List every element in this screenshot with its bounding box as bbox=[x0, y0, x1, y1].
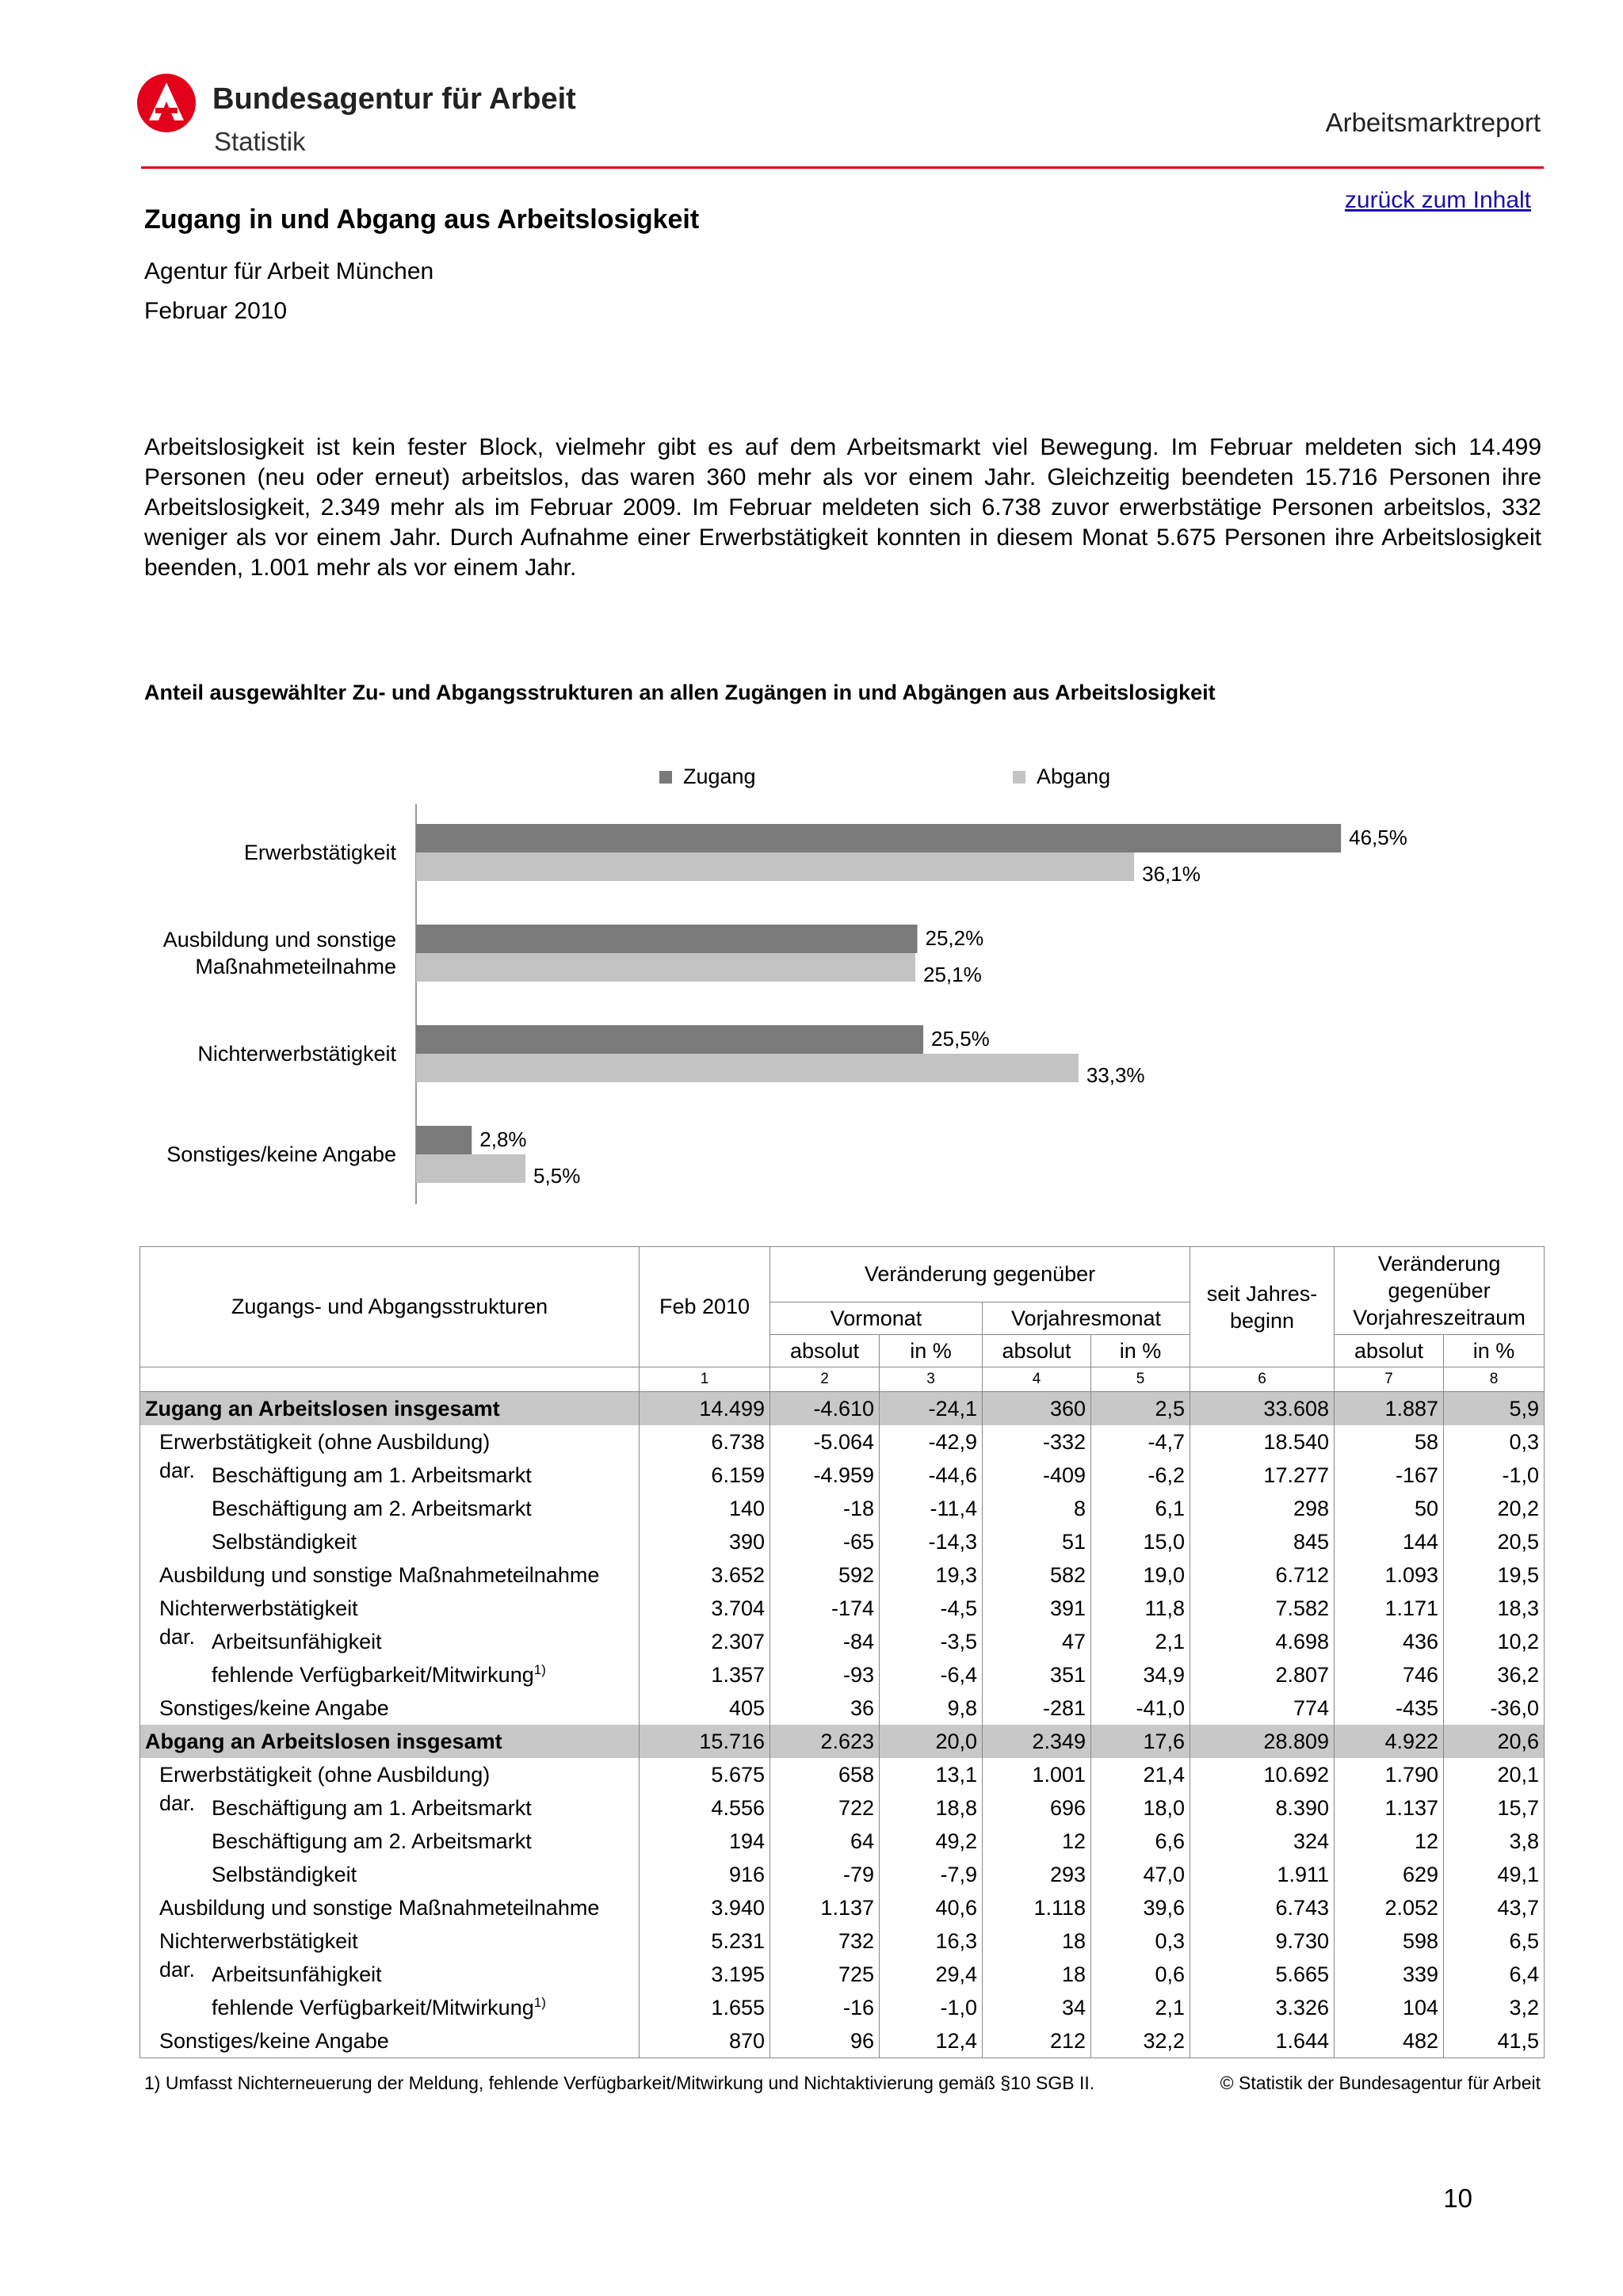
data-label: 33,3% bbox=[1086, 1063, 1145, 1087]
col-header-change: Veränderung gegenüber bbox=[770, 1247, 1190, 1302]
table-row bbox=[140, 1891, 1545, 1924]
table-cell: 1.001 bbox=[983, 1758, 1091, 1791]
bar-chart bbox=[119, 753, 1466, 1212]
table-cell: 774 bbox=[1190, 1691, 1335, 1725]
data-label: 5,5% bbox=[533, 1164, 581, 1188]
row-label-text: Ausbildung und sonstige Maßnahmeteilnahme bbox=[159, 1562, 600, 1587]
page-number: 10 bbox=[1443, 2183, 1472, 2213]
row-label-text: fehlende Verfügbarkeit/Mitwirkung bbox=[212, 1996, 534, 2019]
table-cell: -6,4 bbox=[880, 1658, 983, 1691]
col-number: 7 bbox=[1335, 1367, 1444, 1392]
table-cell: -36,0 bbox=[1444, 1691, 1545, 1725]
table-cell: 2.349 bbox=[983, 1725, 1091, 1758]
table-cell: 1.887 bbox=[1335, 1392, 1444, 1426]
row-label-text: Beschäftigung am 1. Arbeitsmarkt bbox=[212, 1795, 532, 1820]
table-cell: 6,4 bbox=[1444, 1958, 1545, 1991]
table-cell: 10.692 bbox=[1190, 1758, 1335, 1791]
sub-header-in-pct: in % bbox=[880, 1335, 983, 1367]
table-cell: 405 bbox=[640, 1691, 770, 1725]
table-cell: 722 bbox=[770, 1791, 880, 1825]
sub-header-in-pct: in % bbox=[1091, 1335, 1190, 1367]
table-row bbox=[140, 1525, 1545, 1558]
table-cell: 1.093 bbox=[1335, 1558, 1444, 1592]
row-label-text: Beschäftigung am 2. Arbeitsmarkt bbox=[212, 1829, 532, 1853]
page-title: Zugang in und Abgang aus Arbeitslosigkeit bbox=[144, 204, 700, 235]
table-cell: 2,5 bbox=[1091, 1392, 1190, 1426]
row-label bbox=[140, 1492, 640, 1525]
row-label bbox=[140, 1991, 640, 2024]
col-header-structures: Zugangs- und Abgangsstrukturen bbox=[140, 1247, 640, 1367]
table-cell: 17.277 bbox=[1190, 1459, 1335, 1492]
bar-abgang bbox=[416, 852, 1134, 881]
footnote-marker: 1) bbox=[533, 1662, 546, 1677]
row-label-text: Selbständigkeit bbox=[212, 1862, 357, 1886]
table-cell: -44,6 bbox=[880, 1459, 983, 1492]
table-cell: 4.922 bbox=[1335, 1725, 1444, 1758]
table-cell: 6,5 bbox=[1444, 1924, 1545, 1958]
table-row bbox=[140, 1991, 1545, 2024]
table-cell: 6.712 bbox=[1190, 1558, 1335, 1592]
bar-zugang bbox=[416, 925, 918, 953]
table-cell: 9.730 bbox=[1190, 1924, 1335, 1958]
table-cell: 2.307 bbox=[640, 1625, 770, 1658]
table-cell: 1.911 bbox=[1190, 1858, 1335, 1891]
row-label bbox=[140, 1924, 640, 1958]
dar-marker: dar. bbox=[159, 1625, 196, 1649]
table-cell: -167 bbox=[1335, 1459, 1444, 1492]
table-cell: 351 bbox=[983, 1658, 1091, 1691]
table-cell: 2.807 bbox=[1190, 1658, 1335, 1691]
table-cell: 49,1 bbox=[1444, 1858, 1545, 1891]
col-number: 6 bbox=[1190, 1367, 1335, 1392]
table-cell: 29,4 bbox=[880, 1958, 983, 1991]
data-label: 46,5% bbox=[1349, 826, 1407, 849]
table-cell: -5.064 bbox=[770, 1425, 880, 1459]
table-cell: 0,3 bbox=[1444, 1425, 1545, 1459]
table-cell: 592 bbox=[770, 1558, 880, 1592]
table-cell: 212 bbox=[983, 2024, 1091, 2058]
table-cell: 14.499 bbox=[640, 1392, 770, 1426]
sub-header-absolut: absolut bbox=[770, 1335, 880, 1367]
table-cell: 436 bbox=[1335, 1625, 1444, 1658]
table-cell: -16 bbox=[770, 1991, 880, 2024]
table-cell: 5.231 bbox=[640, 1924, 770, 1958]
table-cell: 39,6 bbox=[1091, 1891, 1190, 1924]
row-label-text: Sonstiges/keine Angabe bbox=[159, 1695, 389, 1720]
bar-zugang bbox=[416, 1126, 472, 1154]
col-number-blank bbox=[140, 1367, 640, 1392]
row-label bbox=[140, 1891, 640, 1924]
row-label-text: Ausbildung und sonstige Maßnahmeteilnahme bbox=[159, 1895, 600, 1920]
table-cell: 3.704 bbox=[640, 1592, 770, 1625]
structure-table-wrap bbox=[139, 1246, 1544, 2058]
table-cell: 5.675 bbox=[640, 1758, 770, 1791]
row-label bbox=[140, 1392, 640, 1426]
row-label bbox=[140, 1758, 640, 1791]
col-number: 4 bbox=[983, 1367, 1091, 1392]
table-cell: 298 bbox=[1190, 1492, 1335, 1525]
table-cell: 41,5 bbox=[1444, 2024, 1545, 2058]
row-label bbox=[140, 2024, 640, 2058]
col-header-change-vz: Veränderung gegenüber Vorjahreszeitraum bbox=[1335, 1247, 1545, 1335]
table-cell: 40,6 bbox=[880, 1891, 983, 1924]
org-name: Bundesagentur für Arbeit bbox=[212, 82, 576, 116]
row-label-text: Erwerbstätigkeit (ohne Ausbildung) bbox=[159, 1429, 491, 1454]
row-label-text: Arbeitsunfähigkeit bbox=[212, 1962, 382, 1986]
sub-header-in-pct: in % bbox=[1444, 1335, 1545, 1367]
table-row bbox=[140, 1459, 1545, 1492]
category-label: Nichterwerbstätigkeit bbox=[197, 1042, 396, 1066]
dar-marker: dar. bbox=[159, 1791, 196, 1815]
dar-marker: dar. bbox=[159, 1958, 196, 1981]
table-cell: 104 bbox=[1335, 1991, 1444, 2024]
footnote-marker: 1) bbox=[533, 1995, 546, 2010]
row-label bbox=[140, 1691, 640, 1725]
table-cell: 15,0 bbox=[1091, 1525, 1190, 1558]
table-cell: 1.137 bbox=[1335, 1791, 1444, 1825]
table-cell: 629 bbox=[1335, 1858, 1444, 1891]
table-cell: 391 bbox=[983, 1592, 1091, 1625]
table-cell: -14,3 bbox=[880, 1525, 983, 1558]
row-label bbox=[140, 1658, 640, 1691]
row-label bbox=[140, 1858, 640, 1891]
table-cell: 43,7 bbox=[1444, 1891, 1545, 1924]
table-cell: -6,2 bbox=[1091, 1459, 1190, 1492]
table-cell: 870 bbox=[640, 2024, 770, 2058]
table-cell: 20,1 bbox=[1444, 1758, 1545, 1791]
table-cell: 5,9 bbox=[1444, 1392, 1545, 1426]
table-cell: -3,5 bbox=[880, 1625, 983, 1658]
table-row bbox=[140, 1558, 1545, 1592]
sub-header-absolut: absolut bbox=[1335, 1335, 1444, 1367]
table-cell: 15,7 bbox=[1444, 1791, 1545, 1825]
data-label: 25,5% bbox=[931, 1027, 990, 1051]
row-label-text: Abgang an Arbeitslosen insgesamt bbox=[145, 1729, 502, 1753]
table-cell: 12 bbox=[983, 1825, 1091, 1858]
bar-zugang bbox=[416, 1025, 923, 1054]
col-number: 3 bbox=[880, 1367, 983, 1392]
table-cell: 658 bbox=[770, 1758, 880, 1791]
table-cell: 3.326 bbox=[1190, 1991, 1335, 2024]
table-row bbox=[140, 1825, 1545, 1858]
data-label: 25,2% bbox=[925, 926, 984, 950]
bar-zugang bbox=[416, 824, 1341, 852]
table-cell: 3.940 bbox=[640, 1891, 770, 1924]
table-cell: 1.137 bbox=[770, 1891, 880, 1924]
table-cell: 50 bbox=[1335, 1492, 1444, 1525]
table-cell: 20,5 bbox=[1444, 1525, 1545, 1558]
table-cell: 3.195 bbox=[640, 1958, 770, 1991]
table-cell: 4.698 bbox=[1190, 1625, 1335, 1658]
footnote: 1) Umfasst Nichterneuerung der Meldung, fehlende Verfügbarkeit/Mitwirkung und Nichtaktivierung gemäß §10 SGB II. bbox=[144, 2073, 1095, 2093]
table-cell: 746 bbox=[1335, 1658, 1444, 1691]
table-cell: 36,2 bbox=[1444, 1658, 1545, 1691]
dar-marker: dar. bbox=[159, 1459, 196, 1482]
table-cell: -11,4 bbox=[880, 1492, 983, 1525]
data-label: 2,8% bbox=[479, 1127, 527, 1151]
table-cell: -4.610 bbox=[770, 1392, 880, 1426]
table-row bbox=[140, 1592, 1545, 1625]
row-label bbox=[140, 1459, 640, 1492]
table-cell: -1,0 bbox=[880, 1991, 983, 2024]
table-cell: 1.118 bbox=[983, 1891, 1091, 1924]
table-cell: 18.540 bbox=[1190, 1425, 1335, 1459]
data-label: 36,1% bbox=[1142, 862, 1201, 886]
row-label bbox=[140, 1558, 640, 1592]
table-cell: 482 bbox=[1335, 2024, 1444, 2058]
table-cell: 732 bbox=[770, 1924, 880, 1958]
table-row bbox=[140, 2024, 1545, 2058]
table-cell: -4.959 bbox=[770, 1459, 880, 1492]
table-cell: -4,5 bbox=[880, 1592, 983, 1625]
table-cell: -332 bbox=[983, 1425, 1091, 1459]
table-cell: 2.052 bbox=[1335, 1891, 1444, 1924]
row-label-text: Sonstiges/keine Angabe bbox=[159, 2028, 389, 2053]
table-cell: 18 bbox=[983, 1958, 1091, 1991]
table-row bbox=[140, 1392, 1545, 1426]
table-cell: 19,3 bbox=[880, 1558, 983, 1592]
table-cell: -24,1 bbox=[880, 1392, 983, 1426]
bar-abgang bbox=[416, 1054, 1079, 1082]
table-cell: 2,1 bbox=[1091, 1625, 1190, 1658]
table-cell: -281 bbox=[983, 1691, 1091, 1725]
table-cell: 324 bbox=[1190, 1825, 1335, 1858]
table-cell: 2,1 bbox=[1091, 1991, 1190, 2024]
table-cell: 11,8 bbox=[1091, 1592, 1190, 1625]
row-label bbox=[140, 1525, 640, 1558]
table-row bbox=[140, 1858, 1545, 1891]
table-cell: 1.790 bbox=[1335, 1758, 1444, 1791]
table-row bbox=[140, 1625, 1545, 1658]
header-rule bbox=[141, 166, 1544, 169]
table-cell: 18,8 bbox=[880, 1791, 983, 1825]
col-header-vorjahresmonat: Vorjahresmonat bbox=[983, 1302, 1190, 1335]
chart-title: Anteil ausgewählter Zu- und Abgangsstrukturen an allen Zugängen in und Abgängen aus Arbeitslosigkeit bbox=[144, 681, 1216, 704]
table-cell: 19,0 bbox=[1091, 1558, 1190, 1592]
table-cell: 5.665 bbox=[1190, 1958, 1335, 1991]
row-label-text: Erwerbstätigkeit (ohne Ausbildung) bbox=[159, 1762, 491, 1787]
table-cell: 6.743 bbox=[1190, 1891, 1335, 1924]
table-cell: 6,1 bbox=[1091, 1492, 1190, 1525]
table-cell: 13,1 bbox=[880, 1758, 983, 1791]
table-cell: 36 bbox=[770, 1691, 880, 1725]
table-cell: 725 bbox=[770, 1958, 880, 1991]
table-row bbox=[140, 1691, 1545, 1725]
row-label-text: Zugang an Arbeitslosen insgesamt bbox=[145, 1396, 500, 1421]
col-header-vormonat: Vormonat bbox=[770, 1302, 983, 1335]
table-row bbox=[140, 1492, 1545, 1525]
table-cell: 140 bbox=[640, 1492, 770, 1525]
table-row bbox=[140, 1958, 1545, 1991]
row-label-text: Arbeitsunfähigkeit bbox=[212, 1629, 382, 1653]
table-cell: 6.738 bbox=[640, 1425, 770, 1459]
row-label bbox=[140, 1592, 640, 1625]
table-cell: -18 bbox=[770, 1492, 880, 1525]
category-label: Ausbildung und sonstige bbox=[162, 928, 396, 952]
table-cell: 49,2 bbox=[880, 1825, 983, 1858]
table-cell: 390 bbox=[640, 1525, 770, 1558]
table-cell: -84 bbox=[770, 1625, 880, 1658]
table-cell: 18 bbox=[983, 1924, 1091, 1958]
row-label bbox=[140, 1625, 640, 1658]
table-row bbox=[140, 1758, 1545, 1791]
table-cell: -174 bbox=[770, 1592, 880, 1625]
table-cell: -93 bbox=[770, 1658, 880, 1691]
table-cell: 360 bbox=[983, 1392, 1091, 1426]
col-header-feb: Feb 2010 bbox=[640, 1247, 770, 1367]
table-cell: 1.357 bbox=[640, 1658, 770, 1691]
table-cell: -1,0 bbox=[1444, 1459, 1545, 1492]
table-cell: 58 bbox=[1335, 1425, 1444, 1459]
table-cell: 1.644 bbox=[1190, 2024, 1335, 2058]
table-cell: 33.608 bbox=[1190, 1392, 1335, 1426]
table-cell: -65 bbox=[770, 1525, 880, 1558]
table-cell: 51 bbox=[983, 1525, 1091, 1558]
category-label: Sonstiges/keine Angabe bbox=[166, 1142, 396, 1166]
org-subtitle: Statistik bbox=[214, 127, 306, 156]
table-cell: 696 bbox=[983, 1791, 1091, 1825]
table-cell: 2.623 bbox=[770, 1725, 880, 1758]
intro-paragraph: Arbeitslosigkeit ist kein fester Block, vielmehr gibt es auf dem Arbeitsmarkt viel Bewegung. Im Februar meldeten sich 14.499 Personen (neu oder erneut) arbeitslos, das waren 360 mehr als vor einem Jahr. Gleichzeitig beendeten 15.716 Personen ihre Arbeitslosigkeit, 2.349 mehr als im Februar 2009. Im Februar meldeten sich 6.738 zuvor erwerbstätige Personen arbeitslos, 332 weniger als vor einem Jahr. Durch Aufnahme einer Erwerbstätigkeit konnten in diesem Monat 5.675 Personen ihre Arbeitslosigkeit beenden, 1.001 mehr als vor einem Jahr. bbox=[144, 434, 1541, 581]
table-cell: 64 bbox=[770, 1825, 880, 1858]
table-cell: -4,7 bbox=[1091, 1425, 1190, 1459]
row-label-text: Nichterwerbstätigkeit bbox=[159, 1928, 358, 1953]
table-cell: -7,9 bbox=[880, 1858, 983, 1891]
table-cell: -41,0 bbox=[1091, 1691, 1190, 1725]
col-number: 8 bbox=[1444, 1367, 1545, 1392]
back-to-contents-link[interactable]: zurück zum Inhalt bbox=[1344, 187, 1531, 213]
legend-label: Abgang bbox=[1037, 765, 1111, 788]
agency-name: Agentur für Arbeit München bbox=[144, 258, 434, 284]
bar-abgang bbox=[416, 953, 915, 982]
table-cell: 7.582 bbox=[1190, 1592, 1335, 1625]
table-cell: 3,2 bbox=[1444, 1991, 1545, 2024]
col-header-since: seit Jahres- beginn bbox=[1190, 1247, 1335, 1367]
table-cell: 339 bbox=[1335, 1958, 1444, 1991]
table-cell: 598 bbox=[1335, 1924, 1444, 1958]
col-number: 5 bbox=[1091, 1367, 1190, 1392]
table-cell: 144 bbox=[1335, 1525, 1444, 1558]
table-cell: -435 bbox=[1335, 1691, 1444, 1725]
table-cell: 17,6 bbox=[1091, 1725, 1190, 1758]
table-cell: 19,5 bbox=[1444, 1558, 1545, 1592]
copyright: © Statistik der Bundesagentur für Arbeit bbox=[1220, 2073, 1541, 2093]
row-label-text: Beschäftigung am 2. Arbeitsmarkt bbox=[212, 1496, 532, 1520]
row-label-text: Beschäftigung am 1. Arbeitsmarkt bbox=[212, 1463, 532, 1487]
table-cell: 8.390 bbox=[1190, 1791, 1335, 1825]
table-cell: 96 bbox=[770, 2024, 880, 2058]
ba-logo-icon bbox=[136, 73, 197, 133]
table-cell: 0,3 bbox=[1091, 1924, 1190, 1958]
legend-swatch-abgang bbox=[1013, 771, 1025, 784]
table-cell: 20,6 bbox=[1444, 1725, 1545, 1758]
category-label: Maßnahmeteilnahme bbox=[195, 955, 396, 978]
table-row bbox=[140, 1425, 1545, 1459]
row-label bbox=[140, 1725, 640, 1758]
row-label-text: Selbständigkeit bbox=[212, 1529, 357, 1554]
structure-table-body bbox=[140, 1392, 1545, 2058]
table-cell: 8 bbox=[983, 1492, 1091, 1525]
table-cell: 3.652 bbox=[640, 1558, 770, 1592]
col-number: 2 bbox=[770, 1367, 880, 1392]
row-label bbox=[140, 1791, 640, 1825]
table-cell: 293 bbox=[983, 1858, 1091, 1891]
table-cell: 16,3 bbox=[880, 1924, 983, 1958]
table-cell: -79 bbox=[770, 1858, 880, 1891]
table-cell: -42,9 bbox=[880, 1425, 983, 1459]
row-label bbox=[140, 1425, 640, 1459]
table-cell: 6.159 bbox=[640, 1459, 770, 1492]
table-cell: 20,0 bbox=[880, 1725, 983, 1758]
table-cell: 34,9 bbox=[1091, 1658, 1190, 1691]
col-number: 1 bbox=[640, 1367, 770, 1392]
table-cell: 6,6 bbox=[1091, 1825, 1190, 1858]
table-row bbox=[140, 1791, 1545, 1825]
table-cell: 47 bbox=[983, 1625, 1091, 1658]
sub-header-absolut: absolut bbox=[983, 1335, 1091, 1367]
table-cell: 32,2 bbox=[1091, 2024, 1190, 2058]
table-cell: 4.556 bbox=[640, 1791, 770, 1825]
table-cell: 1.171 bbox=[1335, 1592, 1444, 1625]
table-cell: 916 bbox=[640, 1858, 770, 1891]
report-period: Februar 2010 bbox=[144, 298, 288, 324]
table-cell: 10,2 bbox=[1444, 1625, 1545, 1658]
table-cell: 9,8 bbox=[880, 1691, 983, 1725]
data-label: 25,1% bbox=[923, 963, 982, 986]
table-cell: 18,0 bbox=[1091, 1791, 1190, 1825]
table-row bbox=[140, 1725, 1545, 1758]
table-cell: -409 bbox=[983, 1459, 1091, 1492]
table-cell: 0,6 bbox=[1091, 1958, 1190, 1991]
table-row bbox=[140, 1924, 1545, 1958]
table-cell: 12,4 bbox=[880, 2024, 983, 2058]
bar-abgang bbox=[416, 1154, 525, 1183]
table-cell: 1.655 bbox=[640, 1991, 770, 2024]
table-cell: 34 bbox=[983, 1991, 1091, 2024]
table-cell: 47,0 bbox=[1091, 1858, 1190, 1891]
category-label: Erwerbstätigkeit bbox=[243, 841, 396, 864]
table-cell: 845 bbox=[1190, 1525, 1335, 1558]
structure-table bbox=[139, 1246, 1545, 2058]
table-cell: 28.809 bbox=[1190, 1725, 1335, 1758]
table-cell: 18,3 bbox=[1444, 1592, 1545, 1625]
table-cell: 582 bbox=[983, 1558, 1091, 1592]
table-cell: 15.716 bbox=[640, 1725, 770, 1758]
table-cell: 12 bbox=[1335, 1825, 1444, 1858]
row-label-text: Nichterwerbstätigkeit bbox=[159, 1596, 358, 1620]
table-cell: 194 bbox=[640, 1825, 770, 1858]
legend-label: Zugang bbox=[683, 765, 756, 788]
table-cell: 21,4 bbox=[1091, 1758, 1190, 1791]
row-label bbox=[140, 1825, 640, 1858]
table-cell: 3,8 bbox=[1444, 1825, 1545, 1858]
table-cell: 20,2 bbox=[1444, 1492, 1545, 1525]
row-label bbox=[140, 1958, 640, 1991]
report-name: Arbeitsmarktreport bbox=[1325, 108, 1541, 137]
legend-swatch-zugang bbox=[659, 771, 672, 784]
table-row bbox=[140, 1658, 1545, 1691]
row-label-text: fehlende Verfügbarkeit/Mitwirkung bbox=[212, 1663, 534, 1687]
